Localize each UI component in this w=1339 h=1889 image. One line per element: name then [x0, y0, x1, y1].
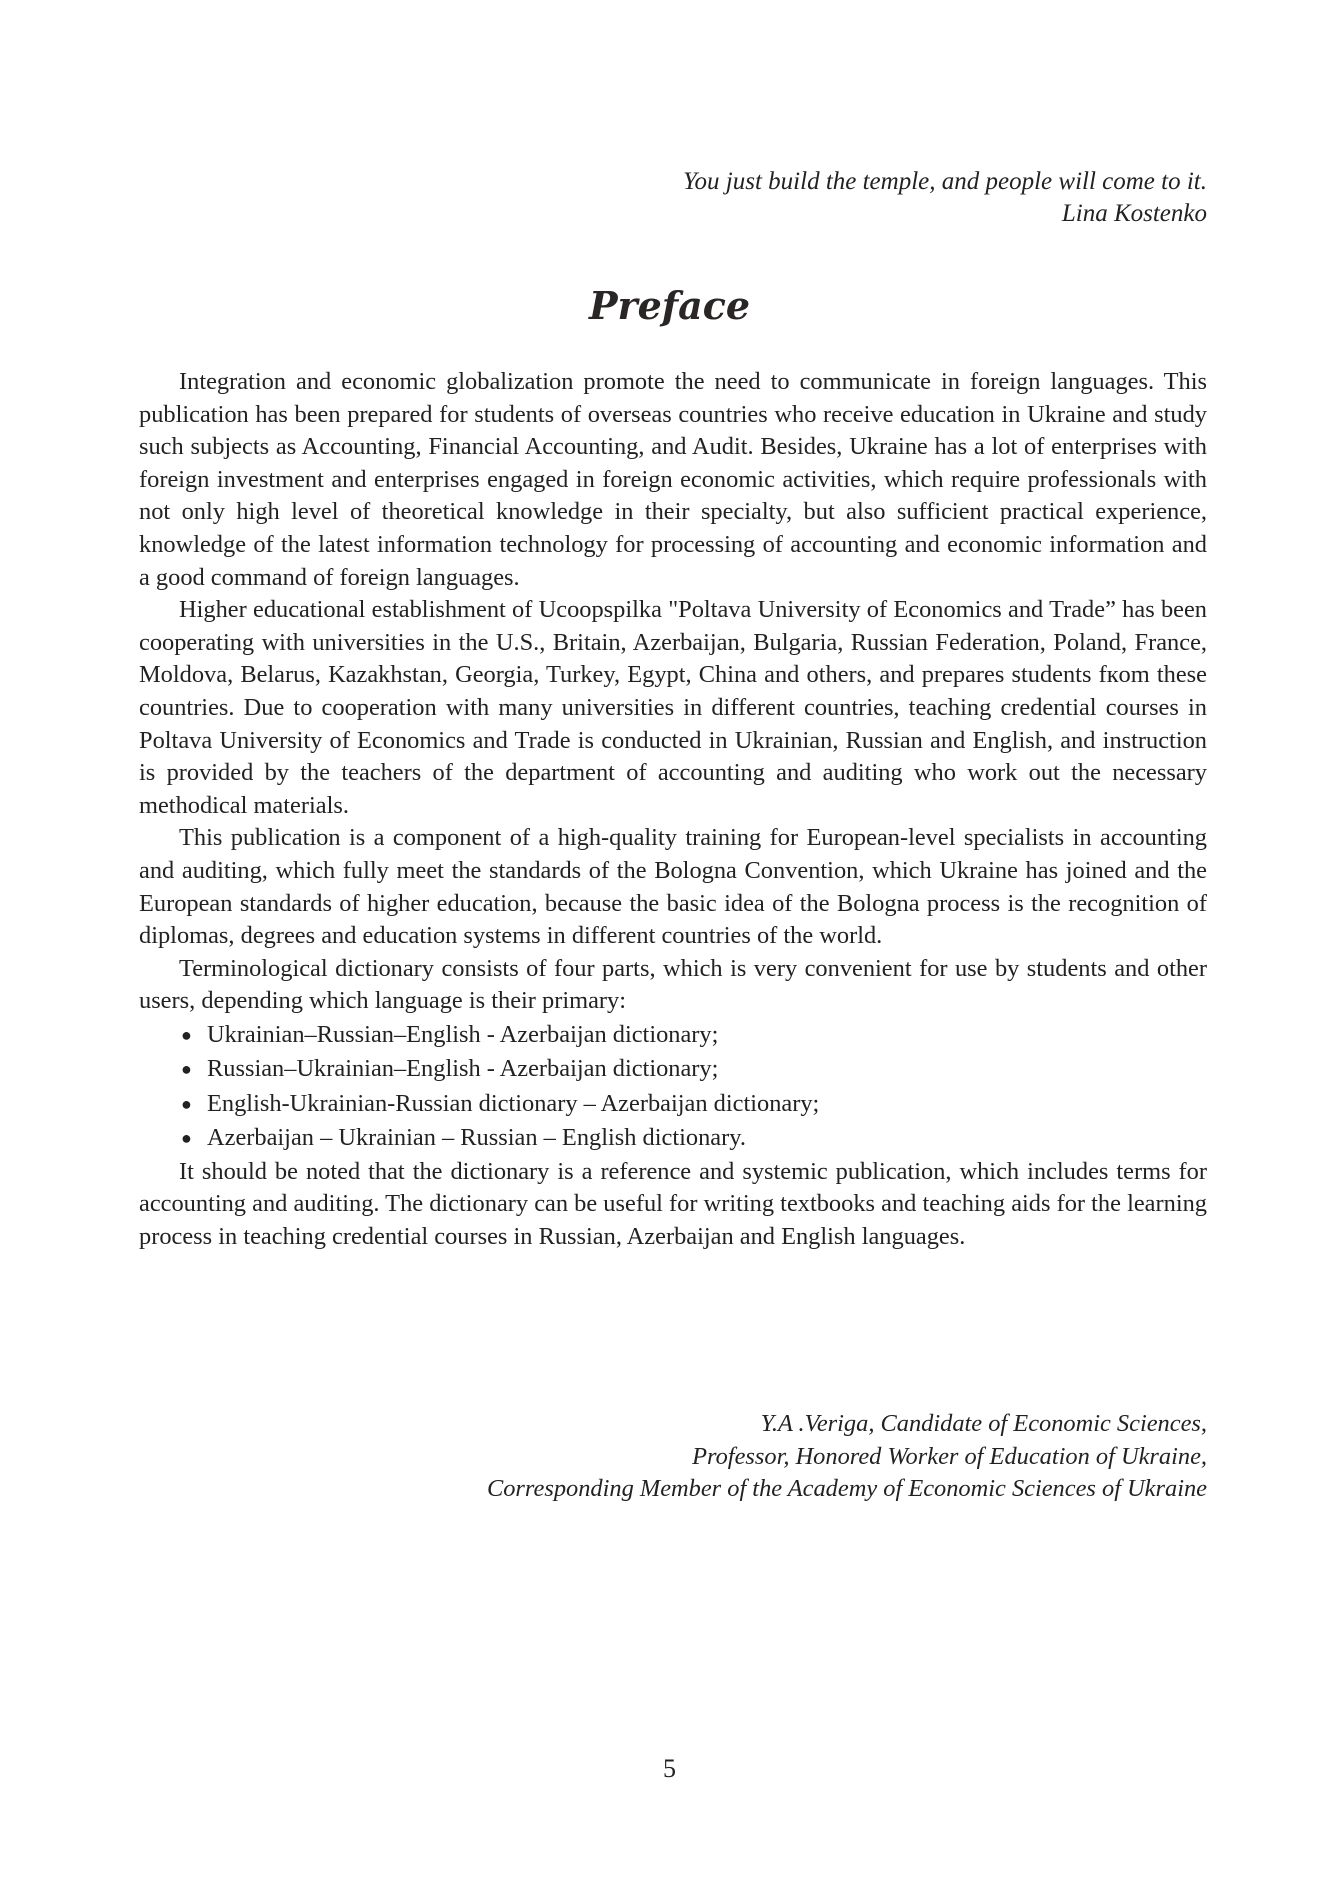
- signature: [207, 1408, 1207, 1506]
- bullet-icon: ●: [181, 1093, 192, 1114]
- paragraph-4: Terminological dictionary consists of four parts, which is very convenient for use by students and other users, depending which language is their primary:: [139, 954, 1207, 1015]
- signature-line-2: Professor, Honored Worker of Education of Ukraine,: [692, 1442, 1207, 1470]
- page-title: Preface: [588, 283, 751, 328]
- bullet-icon: ●: [181, 1128, 192, 1149]
- signature-line-1: Y.A .Veriga, Candidate of Economic Sciences,: [760, 1410, 1207, 1437]
- list-item: [179, 1087, 1207, 1122]
- list-item-text: English-Ukrainian-Russian dictionary – Azerbaijan dictionary;: [207, 1089, 820, 1117]
- paragraph-3: This publication is a component of a high-quality training for European-level specialists in accounting and auditing, which fully meet the standards of the Bologna Convention, which Ukraine has joined and the European standards of higher education, because the basic idea of the Bologna process is the recognition of diplomas, degrees and education systems in different countries of the world.: [139, 824, 1207, 950]
- epigraph-quote: You just build the temple, and people will come to it.: [682, 168, 1207, 195]
- epigraph-author: Lina Kostenko: [1061, 200, 1207, 227]
- list-item: [179, 1121, 1207, 1156]
- epigraph: [507, 166, 1207, 230]
- paragraph-2: Higher educational establishment of Ucoopspilka "Poltava University of Economics and Trade” has been cooperating with universities in the U.S., Britain, Azerbaijan, Bulgaria, Russian Federation, Poland, France, Moldova, Belarus, Kazakhstan, Georgia, Turkey, Egypt, China and others, and prepares students fкom these countries. Due to cooperation with many universities in different countries, teaching credential courses in Poltava University of Economics and Trade is conducted in Ukrainian, Russian and English, and instruction is provided by the teachers of the department of accounting and auditing who work out the necessary methodical materials.: [139, 596, 1207, 819]
- list-item-text: Russian–Ukrainian–English - Azerbaijan dictionary;: [207, 1055, 719, 1083]
- list-item-text: Azerbaijan – Ukrainian – Russian – English dictionary.: [207, 1124, 746, 1152]
- list-item: [179, 1018, 1207, 1053]
- list-item: [179, 1052, 1207, 1087]
- paragraph-1: Integration and economic globalization promote the need to communicate in foreign languages. This publication has been prepared for students of overseas countries who receive education in Ukraine and study such subjects as Accounting, Financial Accounting, and Audit. Besides, Ukraine has a lot of enterprises with foreign investment and enterprises engaged in foreign economic activities, which require professionals with not only high level of theoretical knowledge in their specialty, but also sufficient practical experience, knowledge of the latest information technology for processing of accounting and economic information and a good command of foreign languages.: [139, 368, 1207, 591]
- preface-body: [139, 366, 1207, 1254]
- signature-line-3: Corresponding Member of the Academy of Economic Sciences of Ukraine: [486, 1475, 1207, 1503]
- dictionary-parts-list: [139, 1018, 1207, 1156]
- bullet-icon: ●: [181, 1024, 192, 1045]
- list-item-text: Ukrainian–Russian–English - Azerbaijan dictionary;: [207, 1020, 719, 1048]
- closing-paragraph: It should be noted that the dictionary is a reference and systemic publication, which includes terms for accounting and auditing. The dictionary can be useful for writing textbooks and teaching aids for the learning process in teaching credential courses in Russian, Azerbaijan and English languages.: [139, 1157, 1207, 1251]
- bullet-icon: ●: [181, 1059, 192, 1080]
- page-number: 5: [663, 1754, 676, 1783]
